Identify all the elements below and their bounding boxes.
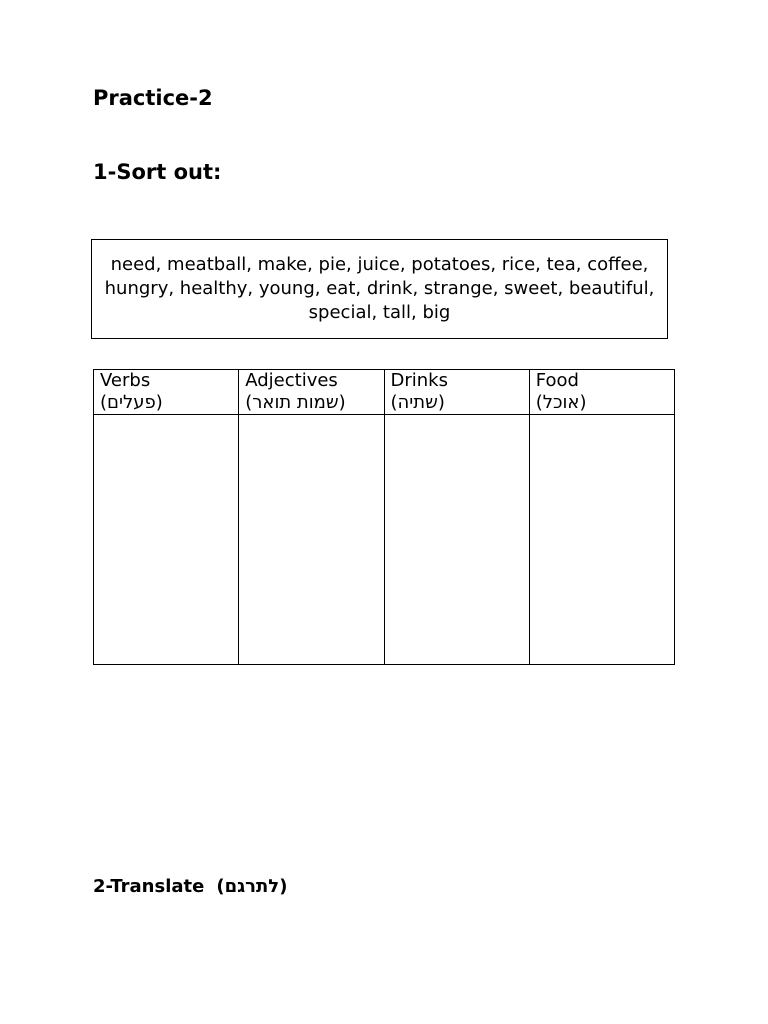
column-label-english: Verbs xyxy=(100,370,151,391)
word-bank-box xyxy=(91,239,668,339)
column-label-hebrew: (פעלים) xyxy=(100,392,163,413)
column-header-adjectives xyxy=(239,370,384,415)
sort-out-heading: 1-Sort out: xyxy=(93,160,222,184)
translate-heading-hebrew: (לתרגם) xyxy=(216,876,288,897)
column-header-verbs xyxy=(94,370,239,415)
column-label-hebrew: (שמות תואר) xyxy=(245,392,346,413)
column-label-english: Food xyxy=(535,370,579,391)
answer-cell-verbs[interactable] xyxy=(94,415,239,665)
translate-heading xyxy=(93,876,287,897)
column-label-english: Drinks xyxy=(390,370,448,391)
answer-cell-drinks[interactable] xyxy=(384,415,529,665)
column-header-drinks xyxy=(384,370,529,415)
column-label-hebrew: (אוכל) xyxy=(535,392,587,413)
translate-heading-english: 2-Translate xyxy=(93,876,205,897)
column-header-food xyxy=(529,370,674,415)
sort-table xyxy=(93,369,675,665)
answer-cell-food[interactable] xyxy=(529,415,674,665)
column-label-hebrew: (שתיה) xyxy=(390,392,445,413)
word-bank-text: need, meatball, make, pie, juice, potatoes, rice, tea, coffee, hungry, healthy, young, eat, drink, strange, sweet, beautiful, special, tall, big xyxy=(104,254,655,323)
page-title: Practice-2 xyxy=(93,86,213,110)
table-answer-row xyxy=(94,415,675,665)
column-label-english: Adjectives xyxy=(245,370,338,391)
answer-cell-adjectives[interactable] xyxy=(239,415,384,665)
table-header-row xyxy=(94,370,675,415)
